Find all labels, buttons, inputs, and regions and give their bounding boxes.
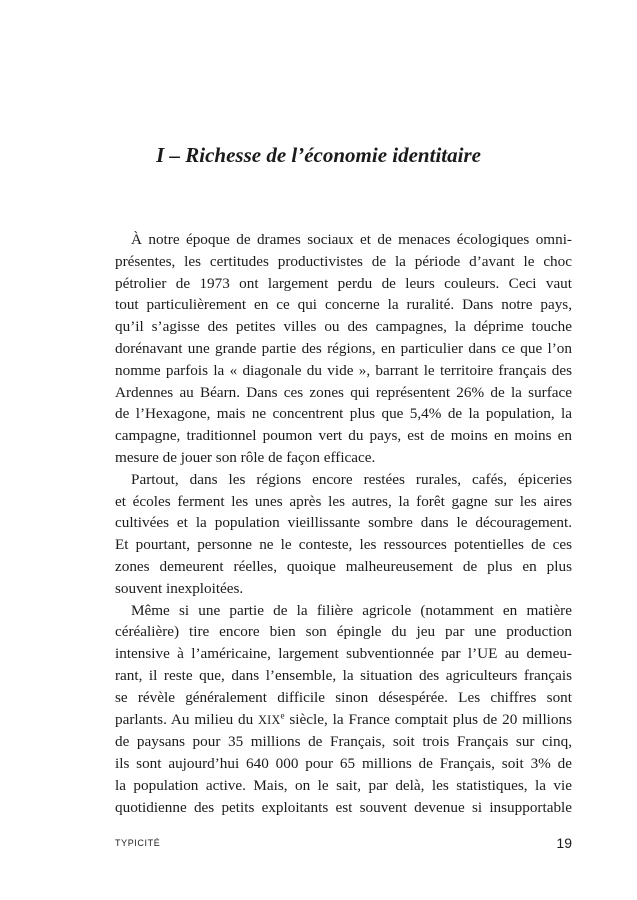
body-line: À notre époque de drames sociaux et de menaces écologiques omni- xyxy=(131,231,572,248)
body-line: céréalière) tire encore bien son épingle du jeu par une production xyxy=(115,623,572,641)
body-line: Partout, dans les régions encore restées rurales, cafés, épiceries xyxy=(131,470,572,488)
body-line: campagne, traditionnel poumon vert du pays, est de moins en moins en xyxy=(115,427,572,445)
body-line: la population active. Mais, on le sait, par delà, les statistiques, la vie xyxy=(115,776,572,794)
body-line-segment: siècle, la France comptait plus de 20 millions xyxy=(284,710,572,728)
body-line: présentes, les certitudes productivistes de la période d’avant le choc xyxy=(115,252,572,270)
body-line: dorénavant une grande partie des régions, en particulier dans ce que l’on xyxy=(115,339,572,357)
body-line: rant, il reste que, dans l’ensemble, la situation des agriculteurs français xyxy=(115,666,572,684)
chapter-heading: I – Richesse de l’économie identitaire xyxy=(156,143,481,167)
body-line: intensive à l’américaine, largement subventionnée par l’UE au demeu- xyxy=(115,645,572,663)
body-line: Ardennes au Béarn. Dans ces zones qui représentent 26% de la surface xyxy=(115,383,572,401)
page-number: 19 xyxy=(556,835,572,851)
body-line: qu’il s’agisse des petites villes ou des campagnes, la déprime touche xyxy=(115,318,572,336)
century-superscript: e xyxy=(280,710,285,721)
paragraph-3 xyxy=(115,600,572,819)
paragraph-2 xyxy=(115,469,572,600)
body-line: se révèle généralement difficile sinon désespérée. Les chiffres sont xyxy=(115,688,572,706)
body-line: ils sont aujourd’hui 640 000 pour 65 millions de Français, soit 3% de xyxy=(115,755,572,773)
body-line xyxy=(115,709,572,732)
body-line: et écoles ferment les unes après les autres, la forêt gagne sur les aires xyxy=(115,492,572,510)
paragraph-1 xyxy=(115,229,572,469)
body-text xyxy=(115,229,572,819)
body-line: Même si une partie de la filière agricole (notamment en matière xyxy=(131,601,572,619)
body-line: Et pourtant, personne ne le conteste, les ressources potentielles de ces xyxy=(115,536,572,554)
century-numeral: XIX xyxy=(258,712,281,727)
body-line: mesure de jouer son rôle de façon efficace. xyxy=(115,448,376,466)
body-line: nomme parfois la « diagonale du vide », barrant le territoire français des xyxy=(115,361,572,379)
body-line: cultivées et la population vieillissante sombre dans le découragement. xyxy=(115,514,572,532)
body-line: de l’Hexagone, mais ne concentrent plus que 5,4% de la population, la xyxy=(115,405,572,423)
body-line: souvent inexploitées. xyxy=(115,579,244,597)
body-line: zones demeurent réelles, quoique malheureusement de plus en plus xyxy=(115,557,572,575)
running-head: TYPICITÉ xyxy=(115,838,161,848)
body-line: de paysans pour 35 millions de Français, soit trois Français sur cinq, xyxy=(115,733,572,751)
body-line: tout particulièrement en ce qui concerne la ruralité. Dans notre pays, xyxy=(115,296,572,314)
body-line: pétrolier de 1973 ont largement perdu de leurs couleurs. Ceci vaut xyxy=(115,274,572,292)
body-line: quotidienne des petits exploitants est souvent devenue si insupportable xyxy=(115,798,572,816)
body-line-segment: parlants. Au milieu du xyxy=(115,710,259,728)
